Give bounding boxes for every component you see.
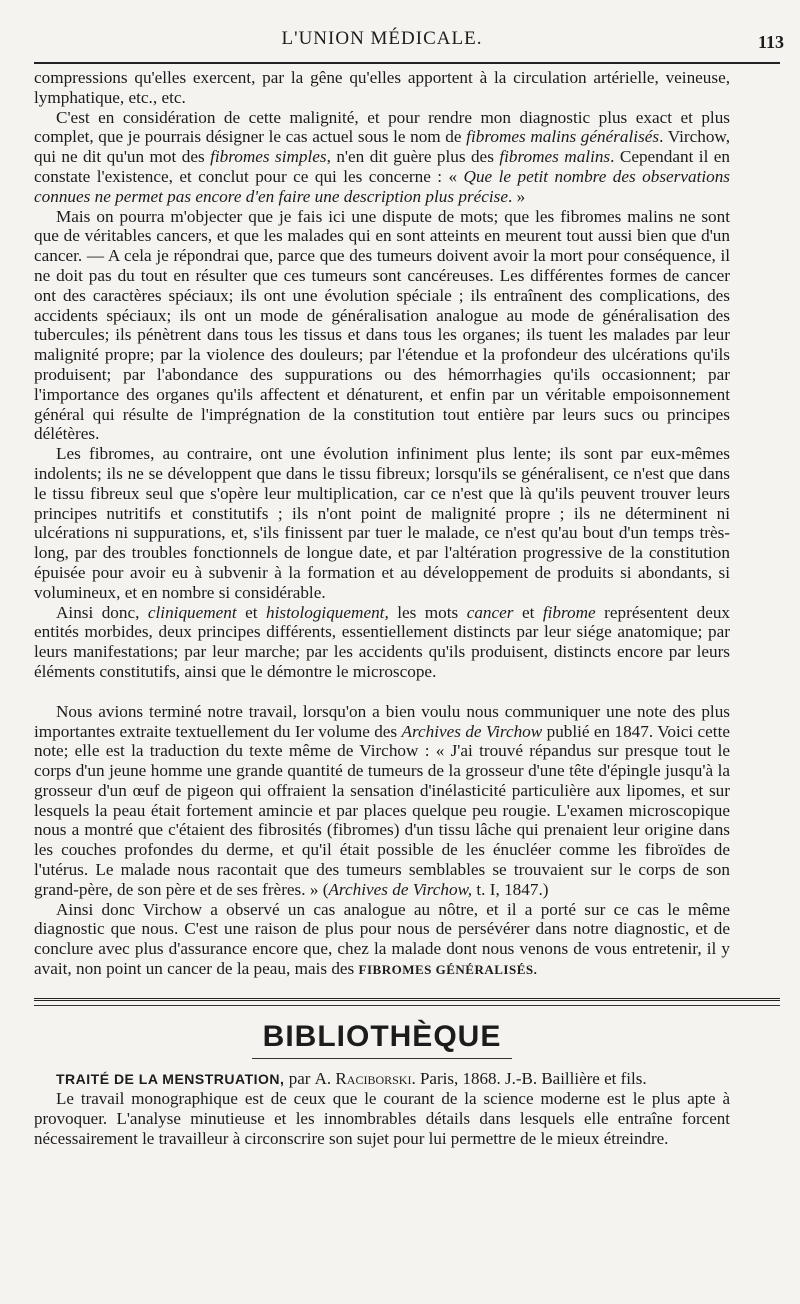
p5-text-c: et xyxy=(236,602,267,622)
page-number: 113 xyxy=(757,32,784,52)
paragraph-4-text: Les fibromes, au contraire, ont une évolution infiniment plus lente; ils sont par eux-mêmes indolents; ils ne se développent que dans le tissu fibreux; lorsqu'ils se généralisent, ce n'est que dans le tissu fibreux seul que s'opère leur multiplication, car ce n'est que là qu'ils peuvent trouver leurs principes nutritifs et constitutifs ; ils n'ont point de malignité propre ; ils ne déterminent ni ulcérations ni suppurations, et, s'ils finissent par tuer le malade, ce n'est qu'au bout d'un temps très-long, par des troubles fonctionnels de longue date, et par l'altération progressive de la constitution épuisée pour avoir eu à subvenir à la formation et au développement de produits si abondants, si volumineux, et en nombre si considérable. xyxy=(34,444,730,602)
journal-title: L'UNION MÉDICALE. xyxy=(281,28,483,49)
paragraph-2 xyxy=(34,108,730,207)
article-body xyxy=(34,68,730,980)
p2-text-a: C'est en considération de cette malignité, et pour rendre mon diagnostic plus exact et plus complet, que je pourrais désigner le cas actuel sous le nom de xyxy=(34,107,730,147)
book-reference xyxy=(34,1069,730,1089)
p5-text-a: Ainsi donc, xyxy=(56,602,148,622)
p2-italic-fibromes-malins-generalises: fibromes malins généralisés xyxy=(466,127,660,147)
p2-italic-fibromes-simples: fibromes simples xyxy=(210,147,327,167)
p6-text-e: t. I, 1847.) xyxy=(472,879,549,899)
book-by: par xyxy=(284,1068,315,1088)
p6-text-c: publié en 1847. Voici cette note; elle est la traduction du texte même de Virchow : « J'ai trouvé répandus sur presque tout le corps d'un jeune homme une grande quantité de tumeurs de la grosseur d'une tête d'épingle jusqu'à la grosseur d'un œuf de pigeon qui offraient la sensation d'inélasticité particulière aux lipomes, et sur lesquels la peau était fortement amincie et par places quelque peu rougie. L'examen microscopique nous a montré que c'étaient des fibrosités (fibromes) d'un tissu lâche qui prenaient leur origine dans les couches profondes du derme, et qu'il était possible de les énucléer comme les fibroïdes de l'utérus. Le malade nous racontait que des tumeurs semblables se trouvaient sur le corps de son grand-père, de son père et de ses frères. » ( xyxy=(34,721,730,899)
section-divider-thin xyxy=(34,1005,780,1006)
paragraph-7 xyxy=(34,900,730,980)
p5-text-e: les mots xyxy=(388,602,467,622)
paragraph-3-text: Mais on pourra m'objecter que je fais ici une dispute de mots; que les fibromes malins ne sont que de véritables cancers, et que les malades qui en sont atteints en meurent tout aussi bien que d'un cancer. — A cela je répondrai que, parce que des tumeurs doivent avoir la mort pour conséquence, il ne doit pas du tout en résulter que ces tumeurs sont cancéreuses. Les différentes formes de cancer ont des caractères spéciaux; ils ont une évolution spéciale ; ils entraînent des complications, des accidents spéciaux; ils ont un mode de généralisation analogue au mode de généralisation des tubercules; ils pénètrent dans tous les tissus et dans tous les organes; ils tuent les malades par leur malignité propre; par la violence des douleurs; par l'étendue et la profondeur des ulcérations qu'ils produisent; par l'abondance des suppurations ou des hémorrhagies qu'ils occasionnent; par l'importance des organes qu'ils affectent et dénaturent, et enfin par un véritable empoisonnement général qui résulte de l'imprégnation de la constitution tout entière par leurs sucs ou principes délétères. xyxy=(34,206,730,444)
p5-italic-cancer: cancer xyxy=(466,602,514,622)
paragraph-1 xyxy=(34,68,730,108)
book-title: TRAITÉ DE LA MENSTRUATION, xyxy=(56,1070,285,1087)
p5-italic-histologiquement: histologiquement, xyxy=(266,602,389,622)
book-author: A. Raciborski xyxy=(314,1068,412,1088)
page-header xyxy=(34,28,784,62)
paragraph-5 xyxy=(34,603,730,682)
p5-italic-fibrome: fibrome xyxy=(542,602,596,622)
book-publication: . Paris, 1868. J.-B. Baillière et fils. xyxy=(411,1068,647,1088)
p2-text-e: , n'en dit guère plus des xyxy=(326,147,500,167)
title-rule xyxy=(252,1058,512,1059)
p6-italic-archives: Archives de Virchow xyxy=(401,721,543,741)
p2-text-g: . Cependant il en constate l'existence, et conclut pour ce qui les concerne : « xyxy=(34,147,731,186)
paragraph-6 xyxy=(34,702,730,900)
section-divider xyxy=(34,998,780,1003)
book-review xyxy=(34,1089,730,1149)
section-title-bibliotheque: BIBLIOTHÈQUE xyxy=(262,1019,502,1053)
p5-text-g: et xyxy=(513,602,543,622)
p2-text-c: . Virchow, qui ne dit qu'un mot des xyxy=(34,127,731,167)
bibliotheque-section xyxy=(34,1069,730,1149)
p7-fibromes-generalises: FIBROMES GÉNÉRALISÉS. xyxy=(358,962,538,978)
header-rule xyxy=(34,62,780,64)
p7-text-a: Ainsi donc Virchow a observé un cas analogue au nôtre, et il a porté sur ce cas le même diagnostic que nous. C'est une raison de plus pour nous de persévérer dans notre diagnostic, et de conclure avec plus d'assurance encore que, chez la malade dont nous venons de vous entretenir, il y avait, non point un cancer de la peau, mais des xyxy=(34,899,730,979)
p5-text-i: représentent deux entités morbides, deux principes différents, essentiellement distincts par leur siége anatomique; par leurs manifestations; par leur marche; par les accidents qu'ils produisent, distincts encore par leurs éléments constitutifs, ainsi que le démontre le microscope. xyxy=(34,602,731,681)
p5-italic-cliniquement: cliniquement xyxy=(147,602,237,622)
p2-text-i: . » xyxy=(508,186,526,206)
paragraph-1-text: compressions qu'elles exercent, par la gêne qu'elles apportent à la circulation artérielle, veineuse, lymphatique, etc., etc. xyxy=(34,68,730,107)
book-review-text: Le travail monographique est de ceux que le courant de la science moderne est le plus apte à provoquer. L'analyse minutieuse et les innombrables détails dans lesquels elle entraîne forcent nécessairement le travailleur à circonscrire son sujet pour lui permettre de le mieux étreindre. xyxy=(34,1088,730,1148)
p2-italic-fibromes-malins: fibromes malins xyxy=(499,147,611,167)
p2-italic-quote: Que le petit nombre des observations connues ne permet pas encore d'en faire une description plus précise xyxy=(34,166,730,206)
p6-text-a: Nous avions terminé notre travail, lorsqu'on a bien voulu nous communiquer une note des plus importantes extraite textuellement du Ier volume des xyxy=(34,701,730,741)
paragraph-4 xyxy=(34,444,730,602)
p6-italic-archives-citation: Archives de Virchow, xyxy=(328,879,473,899)
paragraph-3 xyxy=(34,207,730,445)
